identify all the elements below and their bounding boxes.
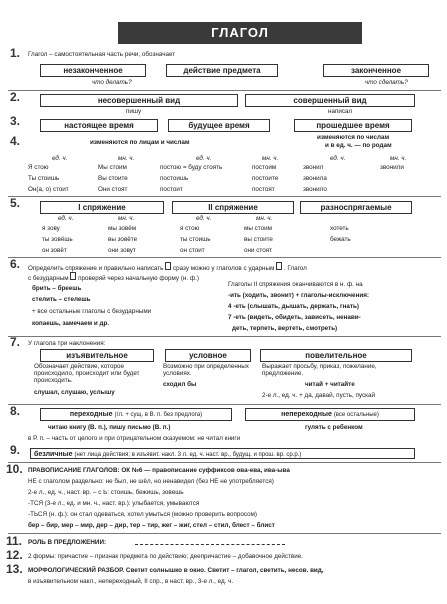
section-7-indicative-example: слушал, слушаю, услышу xyxy=(34,389,115,396)
text: Определить спряжение и правильно написать xyxy=(28,265,164,272)
table-cell: я стою xyxy=(180,225,200,232)
section-1-box-perfective: законченное xyxy=(323,64,429,77)
section-12-text: 2 формы: причастие – признак предмета по действию; деепричастие – добавочное действие. xyxy=(28,553,304,560)
section-7-imperative-text: Выражает просьбу, приказ, пожелание, предложение. xyxy=(262,363,377,378)
section-4-right-heading-1: изменяются по числам xyxy=(317,134,390,141)
section-7-conditional-text: Возможно при определенных условиях. xyxy=(163,363,249,378)
col-header: ед. ч. xyxy=(58,215,74,222)
section-8-box-intransitive xyxy=(245,408,415,421)
col-header: мн. ч. xyxy=(390,155,407,162)
section-11-number: 11. xyxy=(6,534,23,548)
section-2-example-2: написал xyxy=(328,108,353,115)
section-1-box-imperfective: незаконченное xyxy=(40,64,146,77)
section-1-text: Глагол – самостоятельная часть речи, обозначает xyxy=(28,51,176,58)
divider xyxy=(8,462,441,463)
text: (все остальные) xyxy=(333,412,379,418)
section-6-rule-2: -ить (ходить, звонит) + глаголы-исключения: xyxy=(228,292,370,299)
table-cell: Они стоят xyxy=(98,186,128,193)
text: сразу можно у глаголов с ударным xyxy=(172,265,275,272)
section-7-conditional-example: сходил бы xyxy=(163,381,197,388)
text: с безударным xyxy=(28,275,69,282)
section-7-number: 7. xyxy=(10,335,21,349)
page-title: ГЛАГОЛ xyxy=(118,22,362,44)
divider xyxy=(8,533,441,534)
table-cell: постоит xyxy=(160,186,183,193)
table-cell: звонил xyxy=(303,164,324,171)
divider xyxy=(8,336,441,337)
section-1-box-action: действие предмета xyxy=(166,64,278,77)
table-cell: Вы стоите xyxy=(98,175,128,182)
section-8-example-1: читаю книгу (В. п.), пишу письмо (В. п.) xyxy=(48,424,171,431)
col-header: мн. ч. xyxy=(118,215,135,222)
col-header: мн. ч. xyxy=(256,215,273,222)
section-4-right-heading-2: и в ед. ч. — по родам xyxy=(325,142,392,149)
col-header: ед. ч. xyxy=(196,155,212,162)
divider xyxy=(8,90,441,91)
section-7-imperative-example-2: 2-е л., ед. ч. + да, давай, пусть, пускай xyxy=(262,392,376,399)
table-cell: постоите xyxy=(252,175,279,182)
section-10-line-3: 2-е л., ед. ч., наст. вр. – с Ь: стоишь, бежишь, зовешь xyxy=(28,489,184,496)
section-6-number: 6. xyxy=(10,257,21,271)
section-7-indicative-text: Обозначает действие, которое происходило, происходит или будет происходить. xyxy=(34,363,140,385)
table-cell: он зовёт xyxy=(42,247,67,254)
section-13-line-2: в изъявительном накл., непереходный, II спр., в наст. вр., 3-е л., ед. ч. xyxy=(28,578,234,585)
section-6-example-3: копаешь, замечаем и др. xyxy=(32,320,110,327)
section-6-example-1: брить – бреешь xyxy=(32,285,82,292)
placeholder-box xyxy=(276,262,282,270)
section-8-example-2: гулять с ребенком xyxy=(305,424,363,431)
underline-marks xyxy=(135,544,285,545)
section-13-line-1: МОРФОЛОГИЧЕСКИЙ РАЗБОР. Светит солнышко в окно. Светит – глагол, светить, несов. вид, xyxy=(28,567,324,574)
text: безличные xyxy=(34,451,73,458)
table-cell: постою = буду стоять xyxy=(160,164,223,171)
section-1-question-1: что делать? xyxy=(92,79,132,86)
table-cell: бежать xyxy=(330,236,351,243)
section-6-line-5: + все остальные глаголы с безударными xyxy=(32,308,152,315)
col-header: ед. ч. xyxy=(330,155,346,162)
section-10-line-2: НЕ с глаголом раздельно: не был, не шёл, но ненавидел (без НЕ не употребляется) xyxy=(28,478,274,485)
section-10-line-6: бер – бир, мер – мир, дер – дир, тер – тир, жег – жиг, стел – стил, блест – блист xyxy=(28,522,275,529)
section-8-number: 8. xyxy=(10,404,21,418)
table-cell: мы стоим xyxy=(244,225,272,232)
table-cell: мы зовём xyxy=(108,225,137,232)
divider xyxy=(8,196,441,197)
section-4-left-heading: изменяются по лицам и числам xyxy=(90,139,190,146)
table-cell: вы стоите xyxy=(244,236,273,243)
section-7-heading: У глагола три наклонения: xyxy=(28,340,106,347)
section-10-number: 10. xyxy=(6,462,23,476)
table-cell: постоишь xyxy=(160,175,189,182)
section-10-line-4: -ТСЯ (3-е л., ед. и мн. ч., наст. вр.): улыбается, умываются xyxy=(28,500,200,507)
table-cell: Ты стоишь xyxy=(28,175,60,182)
table-cell: Мы стоим xyxy=(98,164,127,171)
section-7-imperative-example-1: читай + читайте xyxy=(305,381,355,388)
table-cell: звонило xyxy=(303,186,327,193)
section-5-number: 5. xyxy=(10,196,21,210)
col-header: мн. ч. xyxy=(262,155,279,162)
table-cell: звонили xyxy=(380,164,404,171)
section-9-box-impersonal xyxy=(30,448,415,459)
section-3-box-future: будущее время xyxy=(168,119,270,132)
section-8-note: в Р. п. – часть от целого и при отрицательном сказуемом: не читал книги xyxy=(28,435,241,442)
section-12-number: 12. xyxy=(6,548,23,562)
section-8-box-transitive xyxy=(40,408,232,421)
section-1-number: 1. xyxy=(10,46,21,60)
section-4-number: 4. xyxy=(10,134,21,148)
section-3-number: 3. xyxy=(10,114,21,128)
table-cell: я зову xyxy=(42,225,60,232)
table-cell: они зовут xyxy=(108,247,136,254)
table-cell: постоят xyxy=(252,186,275,193)
section-2-example-1: пишу xyxy=(126,108,142,115)
placeholder-box xyxy=(70,272,76,280)
section-1-question-2: что сделать? xyxy=(365,79,408,86)
text: непереходные xyxy=(281,411,332,418)
section-5-box-mixed: разноспрягаемые xyxy=(300,201,412,214)
section-7-box-conditional: условное xyxy=(165,349,251,362)
section-5-box-conj-2: II спряжение xyxy=(172,201,294,214)
section-11-text: РОЛЬ В ПРЕДЛОЖЕНИИ: xyxy=(28,539,107,546)
section-10-line-1: ПРАВОПИСАНИЕ ГЛАГОЛОВ: ОК №6 — правописание суффиксов ова-ева, ива-ыва xyxy=(28,467,290,474)
col-header: ед. ч. xyxy=(196,215,212,222)
text: . Глагол xyxy=(283,265,307,272)
divider xyxy=(8,257,441,258)
table-cell: они стоят xyxy=(244,247,273,254)
section-3-box-present: настоящее время xyxy=(40,119,158,132)
section-10-line-5: -ТЬСЯ (н. ф.): он стал одеваться, хотел умыться (можно проверить вопросом) xyxy=(28,511,258,518)
text: (нет лица действия; в изъявит. накл. 3 л. ед. ч. наст. вр., будущ. и прош. вр. ср.р.) xyxy=(74,452,302,458)
section-6-line-1 xyxy=(28,262,307,272)
section-6-example-2: стелить – стелешь xyxy=(32,296,91,303)
table-cell: Я стою xyxy=(28,164,49,171)
section-2-box-perfective: совершенный вид xyxy=(245,94,415,107)
text: переходные xyxy=(69,411,113,418)
table-cell: ты зовёшь xyxy=(42,236,73,243)
section-13-number: 13. xyxy=(6,562,23,576)
text: проверяй через начальную форму (н. ф.) xyxy=(78,275,199,282)
text: (гл. + сущ. в В. п. без предлога) xyxy=(114,412,203,418)
col-header: ед. ч. xyxy=(52,155,68,162)
section-9-number: 9. xyxy=(10,443,21,457)
section-6-line-2 xyxy=(28,272,199,282)
section-6-rule-1: Глаголы II спряжения оканчиваются в н. ф. на xyxy=(228,281,363,288)
placeholder-box xyxy=(165,262,171,270)
section-7-box-indicative: изъявительное xyxy=(40,349,154,362)
table-cell: он стоит xyxy=(180,247,205,254)
table-cell: вы зовёте xyxy=(108,236,138,243)
section-2-number: 2. xyxy=(10,90,21,104)
section-3-box-past: прошедшее время xyxy=(294,119,412,132)
section-6-rule-5: деть, терпеть, вертеть, смотреть) xyxy=(232,325,338,332)
table-cell: постоим xyxy=(252,164,277,171)
section-6-rule-3: 4 -еть (слышать, дышать, держать, гнать) xyxy=(228,303,359,310)
section-2-box-imperfective: несовершенный вид xyxy=(40,94,238,107)
table-cell: ты стоишь xyxy=(180,236,211,243)
table-cell: хотеть xyxy=(330,225,349,232)
table-cell: Он(а, о) стоит xyxy=(28,186,69,193)
divider xyxy=(8,404,441,405)
col-header: мн. ч. xyxy=(118,155,135,162)
section-5-box-conj-1: I спряжение xyxy=(40,201,164,214)
section-6-rule-4: 7 -еть (видеть, обидеть, зависеть, ненави- xyxy=(228,314,361,321)
table-cell: звонила xyxy=(303,175,327,182)
section-7-box-imperative: повелительное xyxy=(260,349,412,362)
